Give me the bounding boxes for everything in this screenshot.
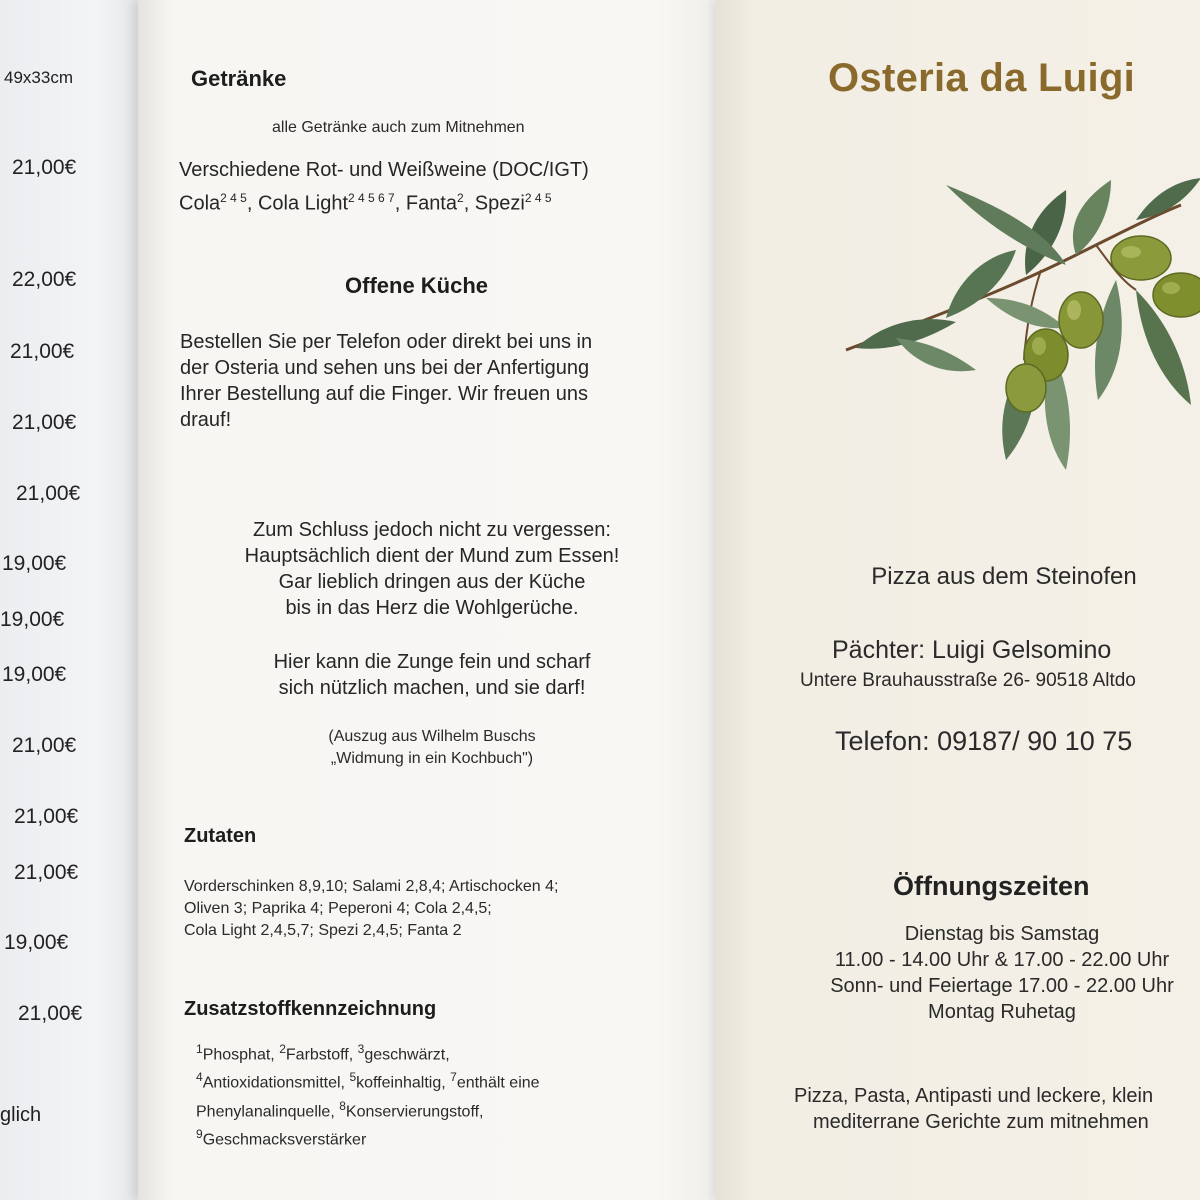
poem-line: Hier kann die Zunge fein und scharf	[273, 651, 591, 673]
footnote-number: 9	[196, 1126, 203, 1141]
middle-info-panel	[138, 0, 716, 1200]
additive-item: Geschmacksverstärker	[202, 1131, 367, 1149]
tagline-line: Pizza, Pasta, Antipasti und leckere, klein	[794, 1085, 1154, 1107]
allergen-note: 2 4 5 6 7	[348, 191, 395, 205]
olive-branch-icon	[836, 170, 1200, 480]
text-line: der Osteria und sehen uns bei der Anfertigung	[180, 357, 590, 379]
poem-line: Zum Schluss jedoch nicht zu vergessen:	[253, 519, 611, 541]
footnote-number: 7	[450, 1070, 457, 1085]
pizza-size-label: 49x33cm	[4, 68, 73, 87]
hours-line: Montag Ruhetag	[928, 1001, 1076, 1023]
price-label: 21,00€	[12, 411, 77, 434]
left-menu-panel	[0, 0, 138, 1200]
ingredients-line: Cola Light 2,4,5,7; Spezi 2,4,5; Fanta 2	[184, 922, 462, 939]
additives-line	[196, 1038, 540, 1066]
hours-line: Dienstag bis Samstag	[904, 923, 1100, 945]
additive-item: Farbstoff,	[285, 1046, 354, 1064]
footnote-number: 3	[357, 1042, 365, 1056]
additive-item: Phenylanalinquelle,	[196, 1102, 335, 1120]
poem-line: sich nützlich machen, und sie darf!	[278, 677, 586, 699]
text-line: drauf!	[180, 409, 232, 431]
tagline	[794, 1083, 1153, 1135]
additive-item: enthält eine	[456, 1074, 540, 1092]
price-label: 21,00€	[14, 861, 79, 884]
phone-number: Telefon: 09187/ 90 10 75	[835, 726, 1133, 756]
additives-line	[196, 1123, 540, 1151]
drinks-heading: Getränke	[191, 66, 287, 91]
text-line: Ihrer Bestellung auf die Finger. Wir freuen uns	[180, 383, 588, 405]
left-footer-text: glich	[0, 1104, 42, 1126]
price-label: 22,00€	[12, 268, 77, 291]
poem-line: Hauptsächlich dient der Mund zum Essen!	[244, 545, 620, 567]
additive-item: Konservierungstoff,	[345, 1102, 484, 1120]
text-line: Bestellen Sie per Telefon oder direkt bei uns in	[180, 331, 593, 353]
allergen-note: 2 4 5	[220, 191, 247, 205]
poem-stanza-1	[192, 517, 672, 621]
restaurant-title: Osteria da Luigi	[828, 56, 1136, 100]
drinks-note: alle Getränke auch zum Mitnehmen	[272, 119, 525, 136]
source-line: (Auszug aus Wilhelm Buschs	[328, 728, 536, 745]
ingredients-line: Vorderschinken 8,9,10; Salami 2,8,4; Artischocken 4;	[184, 878, 559, 895]
price-label: 21,00€	[18, 1002, 83, 1025]
price-label: 21,00€	[14, 805, 79, 828]
allergen-note: 2 4 5	[524, 191, 552, 205]
hours-line: Sonn- und Feiertage 17.00 - 22.00 Uhr	[830, 975, 1174, 997]
tenant-name: Pächter: Luigi Gelsomino	[832, 636, 1112, 664]
drink-item: Cola	[179, 192, 221, 215]
source-line: „Widmung in ein Kochbuch")	[330, 750, 534, 767]
cover-panel	[716, 0, 1200, 1200]
open-kitchen-heading: Offene Küche	[345, 273, 489, 298]
price-label: 19,00€	[0, 608, 65, 631]
additive-item: koffeinhaltig,	[356, 1074, 446, 1092]
footnote-number: 2	[279, 1042, 286, 1056]
drinks-wine-line: Verschiedene Rot- und Weißweine (DOC/IGT)	[179, 159, 589, 181]
address: Untere Brauhausstraße 26- 90518 Altdo	[800, 670, 1136, 691]
restaurant-subtitle: Pizza aus dem Steinofen	[871, 563, 1137, 590]
drinks-soda-line	[179, 185, 552, 217]
poem-source	[192, 726, 672, 770]
allergen-note: 2	[457, 191, 464, 205]
tagline-line: mediterrane Gerichte zum mitnehmen	[813, 1111, 1149, 1133]
additives-line	[196, 1095, 540, 1123]
price-label: 19,00€	[4, 931, 69, 954]
additives-list	[196, 1038, 540, 1151]
drink-item: , Fanta	[394, 192, 457, 215]
footnote-number: 5	[349, 1070, 357, 1085]
poem-line: bis in das Herz die Wohlgerüche.	[285, 597, 579, 619]
additive-item: Phosphat,	[202, 1046, 275, 1064]
ingredients-line: Oliven 3; Paprika 4; Peperoni 4; Cola 2,4,5;	[184, 900, 492, 917]
footnote-number: 8	[339, 1098, 346, 1113]
footnote-number: 1	[196, 1042, 203, 1056]
additive-item: Antioxidationsmittel,	[202, 1074, 345, 1092]
price-label: 21,00€	[10, 340, 75, 363]
price-label: 19,00€	[2, 552, 67, 575]
price-label: 21,00€	[16, 482, 81, 505]
ingredients-list	[184, 876, 558, 942]
price-label: 21,00€	[12, 734, 77, 757]
opening-hours-heading: Öffnungszeiten	[893, 871, 1090, 901]
hours-line: 11.00 - 14.00 Uhr & 17.00 - 22.00 Uhr	[834, 949, 1170, 971]
price-label: 21,00€	[12, 156, 77, 179]
poem-stanza-2	[192, 649, 672, 701]
footnote-number: 4	[196, 1070, 203, 1085]
additives-heading: Zusatzstoffkennzeichnung	[184, 998, 437, 1020]
drink-item: , Spezi	[463, 192, 525, 215]
open-kitchen-text	[180, 329, 592, 433]
additive-item: geschwärzt,	[364, 1046, 450, 1064]
ingredients-heading: Zutaten	[184, 825, 257, 847]
opening-hours-list	[716, 921, 1200, 1025]
poem-line: Gar lieblich dringen aus der Küche	[278, 571, 586, 593]
drink-item: , Cola Light	[246, 192, 349, 215]
price-label: 19,00€	[2, 663, 67, 686]
additives-line	[196, 1066, 540, 1094]
